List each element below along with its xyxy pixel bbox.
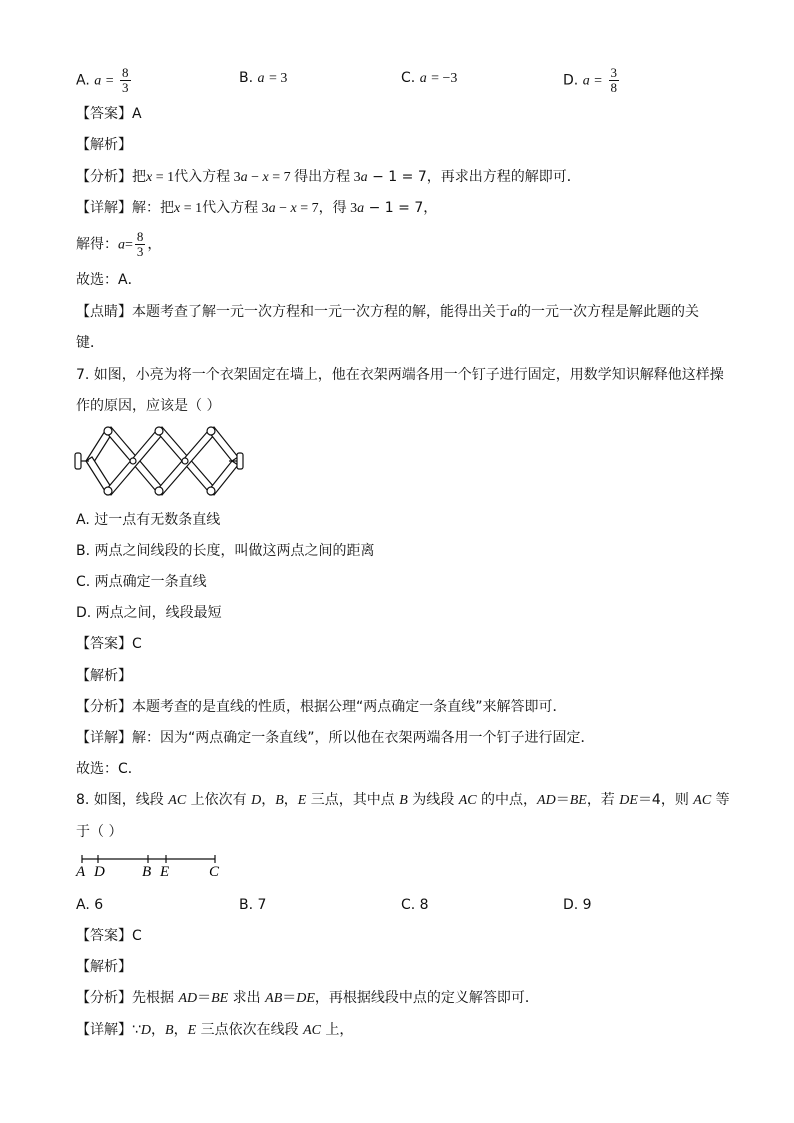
math-var: a xyxy=(268,201,276,216)
text: ＝ xyxy=(282,990,297,1006)
text: 把 xyxy=(132,169,146,185)
text: ， xyxy=(151,1022,166,1038)
text: 上， xyxy=(320,1022,354,1038)
text: 的中点， xyxy=(476,792,538,808)
hanger-joint xyxy=(104,487,112,495)
text: ， xyxy=(283,792,298,808)
math-var: a xyxy=(240,170,248,185)
option-eq: = xyxy=(594,73,603,89)
q7-option-b: B. 两点之间线段的长度，叫做这两点之间的距离 xyxy=(76,543,375,559)
math-var: DE xyxy=(619,793,638,808)
because-symbol: ∵ xyxy=(132,1022,141,1038)
math-var: AD xyxy=(537,793,556,808)
q8-stem-line-1 xyxy=(76,790,730,811)
text: ， xyxy=(173,1022,188,1038)
q6-dianjing xyxy=(76,302,699,323)
answer-value: C xyxy=(132,928,142,944)
point-label-a: A xyxy=(76,864,86,880)
math-var: D xyxy=(251,793,262,808)
math-var: AC xyxy=(303,1023,321,1038)
q8-option-c: C. 8 xyxy=(401,897,429,913)
math-var: a xyxy=(118,237,125,253)
q8-answer xyxy=(76,926,142,946)
nail-left xyxy=(75,453,81,469)
q8-analysis-heading: 【解析】 xyxy=(76,959,132,975)
fraction-denominator: 3 xyxy=(122,80,129,95)
text: 8. 如图，线段 xyxy=(76,792,169,808)
xiangjie-tag: 【详解】 xyxy=(76,200,132,216)
nail-right xyxy=(237,453,243,469)
math-var: x xyxy=(146,170,153,185)
q7-answer xyxy=(76,634,142,654)
math-var: a xyxy=(510,305,517,320)
q6-choice: 故选：A． xyxy=(76,272,142,288)
math-var: AC xyxy=(693,793,712,808)
q6-analysis-heading: 【解析】 xyxy=(76,137,132,153)
hanger-joint xyxy=(155,427,163,435)
math-var: x xyxy=(262,170,269,185)
option-letter: A. xyxy=(76,72,90,89)
text: − 1 = 7， xyxy=(364,200,438,216)
q6-answer xyxy=(76,104,142,124)
math-var: a xyxy=(357,201,365,216)
math-var: BE xyxy=(569,793,587,808)
text: − 1 = 7，再求出方程的解即可． xyxy=(367,169,581,185)
text: − xyxy=(275,201,291,216)
point-label-d: D xyxy=(94,864,105,880)
math-var: AB xyxy=(265,991,283,1006)
option-letter: B. xyxy=(239,70,254,86)
text: 三点，其中点 xyxy=(306,792,400,808)
text: ，再根据线段中点的定义解答即可． xyxy=(314,990,539,1006)
math-var: AC xyxy=(168,793,187,808)
text: 为线段 xyxy=(407,792,459,808)
math-var: D xyxy=(140,1023,152,1038)
math-var: AC xyxy=(458,793,477,808)
option-var: a xyxy=(582,73,590,89)
answer-tag: 【答案】 xyxy=(76,636,132,652)
q6-option-d xyxy=(563,66,621,95)
option-eq: = −3 xyxy=(431,71,458,86)
option-var: a xyxy=(94,73,102,89)
option-letter: D. xyxy=(563,72,579,89)
q8-option-b: B. 7 xyxy=(239,897,267,913)
text: ， xyxy=(261,792,276,808)
option-eq: = 3 xyxy=(268,71,288,86)
q8-fenxi xyxy=(76,988,539,1009)
fenxi-tag: 【分析】 xyxy=(76,990,132,1006)
text: 等 xyxy=(711,792,730,808)
math-var: E xyxy=(187,1023,197,1038)
text: ＝4，则 xyxy=(637,792,694,808)
option-var: a xyxy=(257,71,265,86)
math-var: x xyxy=(174,201,181,216)
answer-value: A xyxy=(132,106,142,122)
q7-option-c: C. 两点确定一条直线 xyxy=(76,574,207,590)
text: 先根据 xyxy=(132,990,179,1006)
text: 本题考查了解一元一次方程和一元一次方程的解，能得出关于 xyxy=(132,304,510,320)
answer-value: C xyxy=(132,636,142,652)
hanger-joint xyxy=(182,458,188,464)
point-label-e: E xyxy=(160,864,170,880)
text: ，若 xyxy=(586,792,620,808)
q6-fenxi xyxy=(76,167,581,188)
text: 解：把 xyxy=(132,200,174,216)
hanger-joint xyxy=(207,427,215,435)
point-label-c: C xyxy=(209,864,220,880)
q8-option-d: D. 9 xyxy=(563,897,592,913)
text: 解：因为“两点确定一条直线”，所以他在衣架两端各用一个钉子进行固定． xyxy=(132,730,595,746)
q7-option-d: D. 两点之间，线段最短 xyxy=(76,605,222,621)
fraction-numerator: 3 xyxy=(610,65,617,80)
text: ＝ xyxy=(197,990,212,1006)
q7-analysis-heading: 【解析】 xyxy=(76,668,132,684)
text: = 1代入方程 3 xyxy=(180,201,269,216)
hanger-joint xyxy=(130,458,136,464)
option-letter: C. xyxy=(401,70,416,86)
math-var: B xyxy=(399,793,408,808)
math-var: x xyxy=(290,201,297,216)
q7-option-a: A. 过一点有无数条直线 xyxy=(76,512,221,528)
q7-xiangjie xyxy=(76,728,595,748)
math-var: B xyxy=(275,793,284,808)
solution-fraction xyxy=(135,230,146,259)
text: ＝ xyxy=(555,792,570,808)
q7-stem-line-1: 7. 如图，小亮为将一个衣架固定在墙上，他在衣架两端各用一个钉子进行固定，用数学知识解释他这样操 xyxy=(76,367,724,383)
q8-stem-line-2: 于（ ） xyxy=(76,824,123,840)
text: ， xyxy=(147,236,162,253)
q6-option-a xyxy=(76,66,133,95)
hanger-strip xyxy=(86,457,111,491)
fenxi-tag: 【分析】 xyxy=(76,699,132,715)
text: = 1代入方程 3 xyxy=(152,170,241,185)
hanger-joint xyxy=(207,487,215,495)
text: = 7，得 3 xyxy=(296,201,358,216)
answer-tag: 【答案】 xyxy=(76,928,132,944)
text: = 7 得出方程 3 xyxy=(268,170,361,185)
point-label-b: B xyxy=(142,864,152,880)
q8-xiangjie xyxy=(76,1020,353,1041)
option-var: a xyxy=(419,71,427,86)
text: 解得： xyxy=(76,236,118,253)
answer-tag: 【答案】 xyxy=(76,106,132,122)
fraction-numerator: 8 xyxy=(122,65,129,80)
hanger-joint xyxy=(104,427,112,435)
math-var: a xyxy=(360,170,368,185)
q7-fenxi xyxy=(76,697,567,717)
q8-option-a: A. 6 xyxy=(76,897,104,913)
xiangjie-tag: 【详解】 xyxy=(76,1022,132,1038)
fenxi-tag: 【分析】 xyxy=(76,169,132,185)
q6-dianjing-cont: 键． xyxy=(76,335,104,351)
math-var: B xyxy=(165,1023,174,1038)
math-var: DE xyxy=(296,991,315,1006)
q6-option-c xyxy=(401,68,457,89)
text: 的一元一次方程是解此题的关 xyxy=(517,304,699,320)
option-fraction xyxy=(609,66,620,95)
q7-choice: 故选：C． xyxy=(76,761,142,777)
option-eq: = xyxy=(105,73,114,89)
fraction-denominator: 8 xyxy=(610,80,617,95)
text: 上依次有 xyxy=(186,792,252,808)
hanger-joint xyxy=(155,487,163,495)
dianjing-tag: 【点睛】 xyxy=(76,304,132,320)
text: − xyxy=(247,170,263,185)
text: 求出 xyxy=(228,990,266,1006)
math-var: BE xyxy=(211,991,229,1006)
text: = xyxy=(125,237,133,253)
math-var: AD xyxy=(178,991,198,1006)
text: 本题考查的是直线的性质，根据公理“两点确定一条直线”来解答即可． xyxy=(132,699,567,715)
fraction-numerator: 8 xyxy=(136,229,144,244)
fraction-denominator: 3 xyxy=(136,244,144,259)
q6-solution xyxy=(76,230,161,259)
text: 三点依次在线段 xyxy=(196,1022,304,1038)
q6-option-b xyxy=(239,68,287,89)
q6-xiangjie xyxy=(76,198,437,219)
q7-stem-line-2: 作的原因，应该是（ ） xyxy=(76,398,221,414)
segment-figure xyxy=(72,850,232,882)
option-fraction xyxy=(120,66,131,95)
xiangjie-tag: 【详解】 xyxy=(76,730,132,746)
hanger-figure xyxy=(72,425,252,500)
math-var: E xyxy=(297,793,307,808)
